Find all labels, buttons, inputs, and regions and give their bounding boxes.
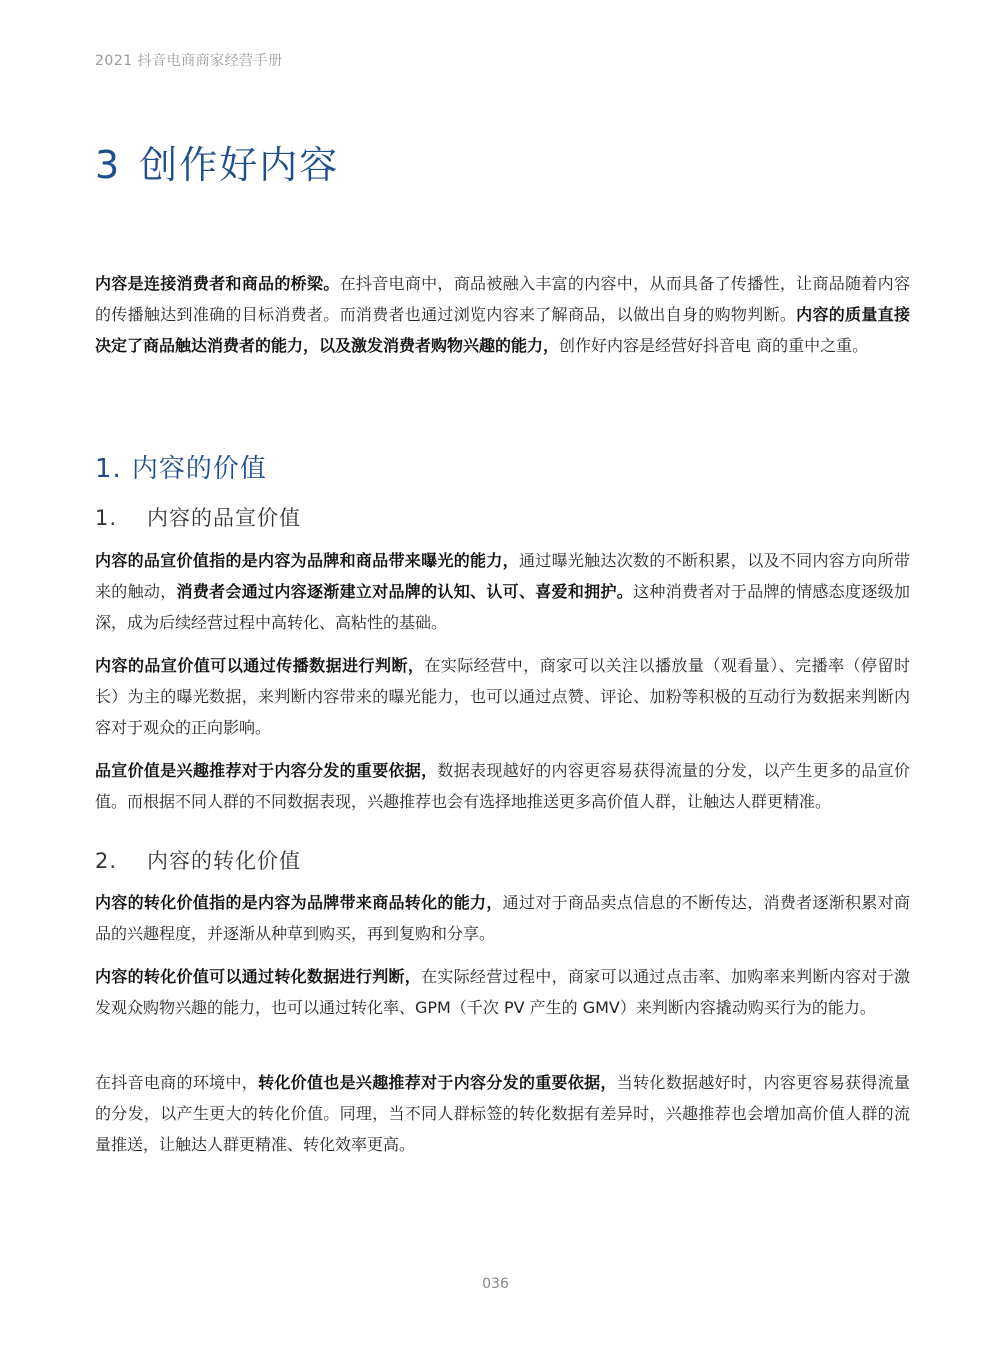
subsection-heading-brand-value bbox=[95, 502, 301, 532]
paragraph bbox=[95, 1067, 910, 1160]
conversion-value-p2 bbox=[95, 961, 910, 1023]
bold-lead: 内容的转化价值指的是内容为品牌带来商品转化的能力， bbox=[95, 893, 503, 912]
paragraph-text: 在实际经营过程中，商家可以通过点击率、加购率来判断内容对于激发观众购物兴趣的能力，也可以通过转化率、GPM（千次 PV 产生的 GMV）来判断内容撬动购买行为的能力。 bbox=[95, 967, 910, 1017]
bold-emphasis: 转化价值也是兴趣推荐对于内容分发的重要依据， bbox=[258, 1073, 617, 1092]
brand-value-p1 bbox=[95, 545, 910, 638]
paragraph bbox=[95, 650, 910, 743]
subsection-heading-conversion-value bbox=[95, 845, 301, 875]
paragraph-text: 通过曝光触达次数的不断积累，以及不同内容方向所带来的触动， bbox=[95, 551, 910, 601]
paragraph-text: 数据表现越好的内容更容易获得流量的分发，以产生更多的品宣价值。而根据不同人群的不同数据表现，兴趣推荐也会有选择地推送更多高价值人群，让触达人群更精准。 bbox=[95, 761, 910, 811]
paragraph bbox=[95, 755, 910, 817]
section-number: 1. bbox=[95, 454, 122, 484]
chapter-title bbox=[95, 134, 339, 189]
intro-text-1: 在抖音电商中，商品被融入丰富的内容中，从而具备了传播性，让商品随着内容的传播触达到准确的目标消费者。而消费者也通过浏览内容来了解商品，以做出自身的购物判断。 bbox=[95, 274, 910, 324]
subsection-number: 1. bbox=[95, 506, 118, 530]
intro-text-2: 创作好内容是经营好抖音电 商的重中之重。 bbox=[559, 336, 869, 355]
paragraph bbox=[95, 887, 910, 949]
intro-paragraph bbox=[95, 268, 910, 361]
bold-lead: 内容的转化价值可以通过转化数据进行判断， bbox=[95, 967, 422, 986]
paragraph-text: 在实际经营中，商家可以关注以播放量（观看量）、完播率（停留时长）为主的曝光数据，来判断内容带来的曝光能力，也可以通过点赞、评论、加粉等积极的互动行为数据来判断内容对于观众的正向影响。 bbox=[95, 656, 910, 737]
paragraph-text: 通过对于商品卖点信息的不断传达，消费者逐渐积累对商品的兴趣程度，并逐渐从种草到购买，再到复购和分享。 bbox=[95, 893, 910, 943]
section-title: 内容的价值 bbox=[131, 454, 267, 484]
intro-bold-2: 内容的质量直接决定了商品触达消费者的能力，以及激发消费者购物兴趣的能力， bbox=[95, 305, 910, 355]
paragraph bbox=[95, 545, 910, 638]
chapter-title-text: 创作好内容 bbox=[139, 143, 340, 187]
paragraph bbox=[95, 961, 910, 1023]
page-number: 036 bbox=[482, 1276, 509, 1292]
bold-lead: 内容的品宣价值指的是内容为品牌和商品带来曝光的能力， bbox=[95, 551, 519, 570]
intro-bold-1: 内容是连接消费者和商品的桥梁。 bbox=[95, 274, 340, 293]
brand-value-p2 bbox=[95, 650, 910, 743]
conversion-value-p3 bbox=[95, 1067, 910, 1160]
subsection-number: 2. bbox=[95, 849, 118, 873]
subsection-title: 内容的品宣价值 bbox=[147, 506, 301, 530]
bold-emphasis: 消费者会通过内容逐渐建立对品牌的认知、认可、喜爱和拥护。 bbox=[176, 582, 634, 601]
running-header: 2021 抖音电商商家经营手册 bbox=[95, 53, 283, 69]
subsection-title: 内容的转化价值 bbox=[147, 849, 301, 873]
conversion-value-p1 bbox=[95, 887, 910, 949]
paragraph-text: 这种消费者对于品牌的情感态度逐级加深，成为后续经营过程中高转化、高粘性的基础。 bbox=[95, 582, 910, 632]
paragraph-text: 在抖音电商的环境中， bbox=[95, 1073, 259, 1092]
intro-block bbox=[95, 268, 910, 361]
section-heading-content-value bbox=[95, 448, 267, 485]
bold-lead: 内容的品宣价值可以通过传播数据进行判断， bbox=[95, 656, 425, 675]
paragraph-text: 当转化数据越好时，内容更容易获得流量的分发，以产生更大的转化价值。同理，当不同人群标签的转化数据有差异时，兴趣推荐也会增加高价值人群的流量推送，让触达人群更精准、转化效率更高。 bbox=[95, 1073, 910, 1154]
brand-value-p3 bbox=[95, 755, 910, 817]
chapter-number: 3 bbox=[95, 143, 122, 187]
bold-lead: 品宣价值是兴趣推荐对于内容分发的重要依据， bbox=[95, 761, 438, 780]
